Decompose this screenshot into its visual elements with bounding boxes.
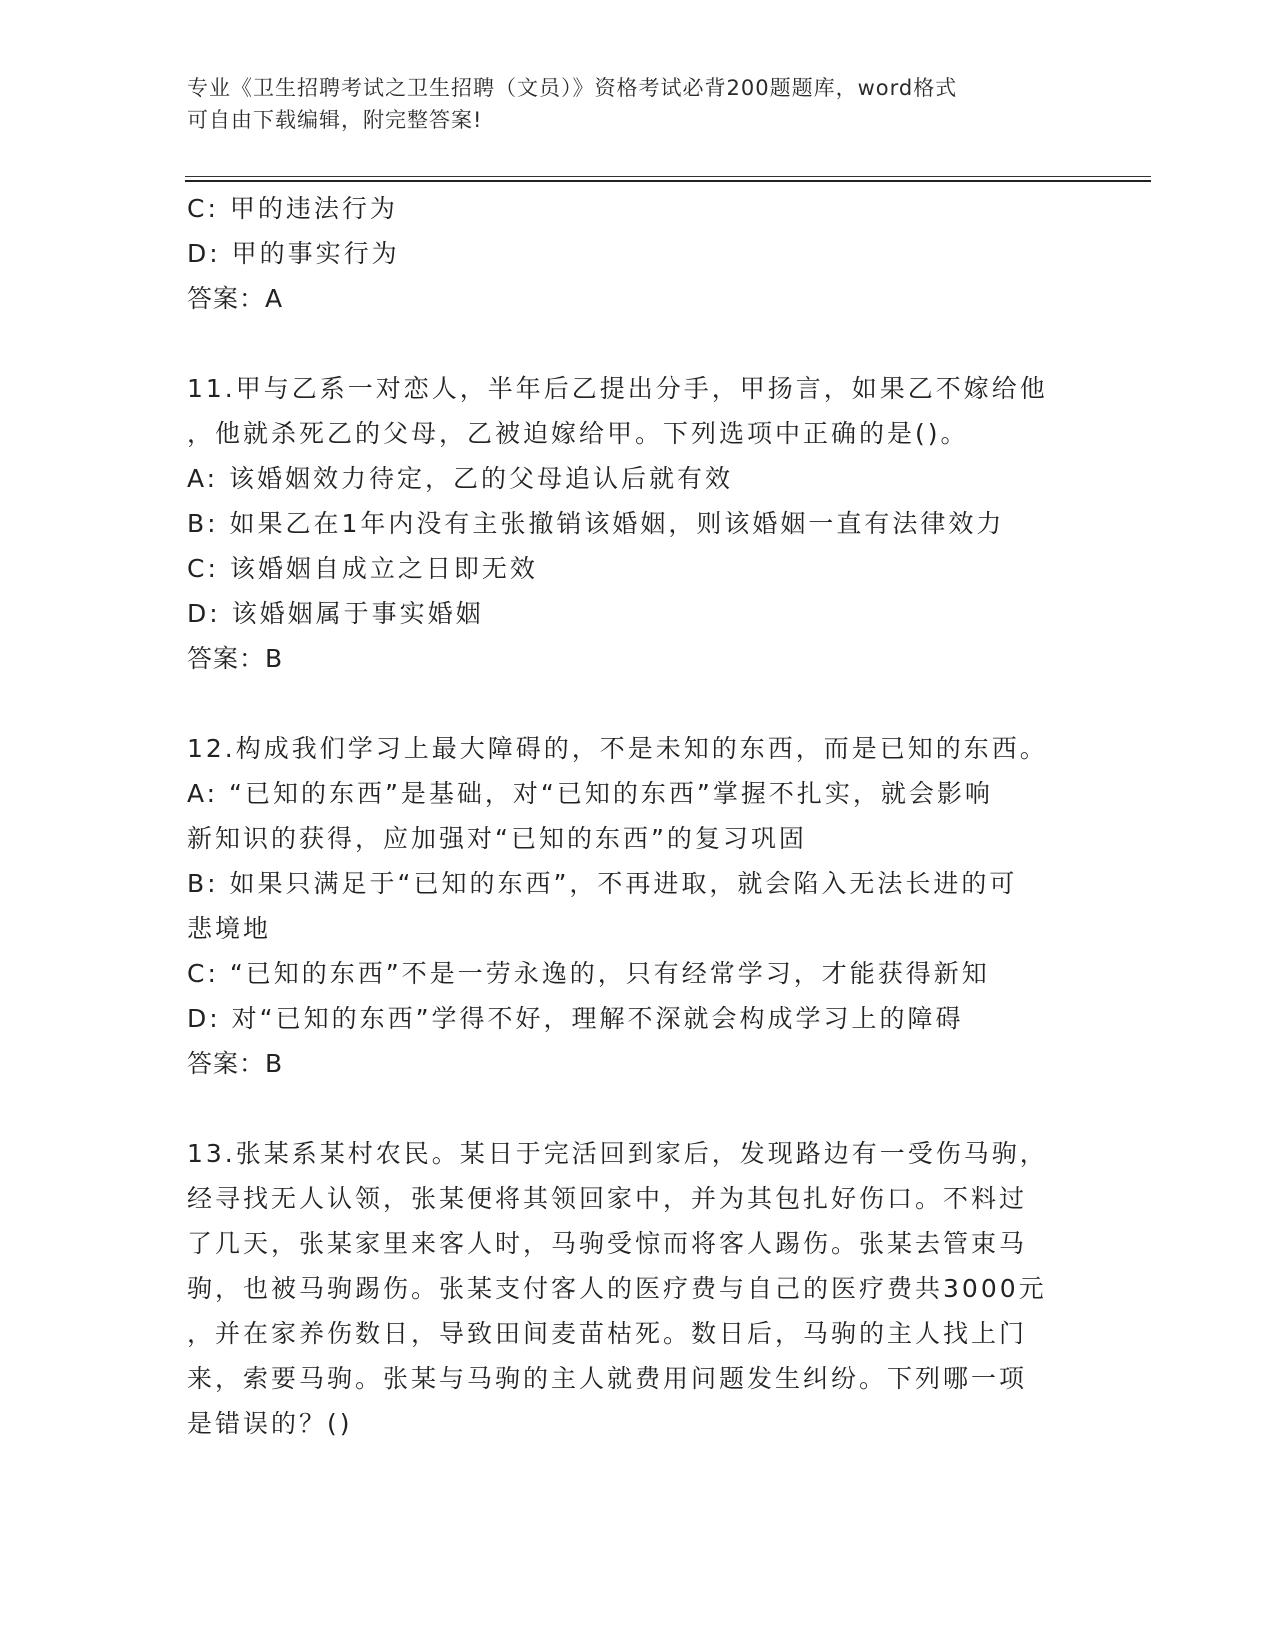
option-a: A: 该婚姻效力待定，乙的父母追认后就有效 [187,464,734,493]
option-b: B: 如果乙在1年内没有主张撤销该婚姻，则该婚姻一直有法律效力 [187,509,1005,538]
option-d: D: 该婚姻属于事实婚姻 [187,599,484,628]
question-11 [187,366,1087,681]
question-10-tail [187,186,1087,321]
question-12 [187,726,1087,1086]
option-b-continued: 悲境地 [187,914,272,943]
question-stem: 是错误的？() [187,1409,353,1438]
question-stem: 来，索要马驹。张某与马驹的主人就费用问题发生纠纷。下列哪一项 [187,1364,1028,1393]
option-c: C: 该婚姻自成立之日即无效 [187,554,538,583]
question-stem: 13.张某系某村农民。某日于完活回到家后，发现路边有一受伤马驹， [187,1139,1048,1168]
document-body [187,186,1087,1446]
header-divider-thin [185,176,1151,177]
option-d: D: 甲的事实行为 [187,239,400,268]
question-stem: ，并在家养伤数日，导致田间麦苗枯死。数日后，马驹的主人找上门 [187,1319,1028,1348]
question-stem: 12.构成我们学习上最大障碍的，不是未知的东西，而是已知的东西。 [187,734,1048,763]
option-a: A: “已知的东西”是基础，对“已知的东西”掌握不扎实，就会影响 [187,779,993,808]
question-stem: 经寻找无人认领，张某便将其领回家中，并为其包扎好伤口。不料过 [187,1184,1028,1213]
answer: 答案：A [187,284,284,313]
header-line-2: 可自由下载编辑，附完整答案! [187,108,483,132]
question-stem: 驹，也被马驹踢伤。张某支付客人的医疗费与自己的医疗费共3000元 [187,1274,1047,1303]
spacer [187,1086,1087,1131]
document-header [187,72,1087,136]
answer: 答案：B [187,1049,284,1078]
header-line-1: 专业《卫生招聘考试之卫生招聘（文员）》资格考试必背200题题库，word格式 [187,76,958,100]
spacer [187,681,1087,726]
question-13 [187,1131,1087,1446]
option-d: D: 对“已知的东西”学得不好，理解不深就会构成学习上的障碍 [187,1004,964,1033]
spacer [187,321,1087,366]
question-stem: 11.甲与乙系一对恋人，半年后乙提出分手，甲扬言，如果乙不嫁给他 [187,374,1048,403]
header-divider-thick [185,180,1151,182]
option-a-continued: 新知识的获得，应加强对“已知的东西”的复习巩固 [187,824,807,853]
question-stem: ，他就杀死乙的父母，乙被迫嫁给甲。下列选项中正确的是()。 [187,419,969,448]
option-c: C: 甲的违法行为 [187,194,398,223]
option-b: B: 如果只满足于“已知的东西”，不再进取，就会陷入无法长进的可 [187,869,1018,898]
answer: 答案：B [187,644,284,673]
option-c: C: “已知的东西”不是一劳永逸的，只有经常学习，才能获得新知 [187,959,990,988]
question-stem: 了几天，张某家里来客人时，马驹受惊而将客人踢伤。张某去管束马 [187,1229,1028,1258]
